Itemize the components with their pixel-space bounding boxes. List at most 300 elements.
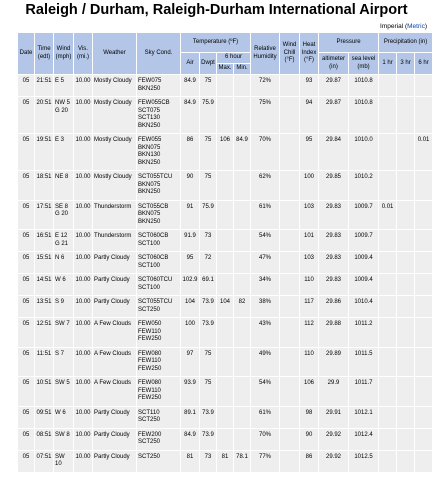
- cell-precip-3hr: [397, 406, 415, 428]
- cell-wind-chill: [280, 274, 300, 296]
- cell-precip-3hr: [397, 428, 415, 450]
- cell-visibility: 10.00: [74, 296, 93, 318]
- cell-sea-level: 1011.2: [349, 318, 379, 348]
- cell-sea-level: 1010.8: [349, 75, 379, 97]
- cell-heat-index: 110: [300, 347, 319, 377]
- cell-weather: Partly Cloudy: [93, 428, 137, 450]
- cell-humidity: 43%: [251, 318, 280, 348]
- cell-dewpoint: 73.9: [200, 406, 217, 428]
- cell-altimeter: 29.83: [319, 230, 349, 252]
- cell-date: 05: [18, 406, 35, 428]
- cell-visibility: 10.00: [74, 450, 93, 472]
- cell-min: [234, 428, 251, 450]
- cell-min: [234, 171, 251, 201]
- cell-weather: Thunderstorm: [93, 200, 137, 230]
- cell-time: 17:51: [35, 200, 54, 230]
- header-heat-index: Heat Index (°F): [300, 33, 319, 75]
- cell-sky: SCT055CB BKN075 BKN250: [137, 200, 181, 230]
- cell-time: 11:51: [35, 347, 54, 377]
- header-precip-1hr: 1 hr: [379, 53, 397, 75]
- cell-precip-3hr: [397, 296, 415, 318]
- header-precipitation: Precipitation (in): [379, 33, 433, 53]
- cell-wind-chill: [280, 296, 300, 318]
- table-row: [18, 171, 433, 201]
- cell-precip-3hr: [397, 75, 415, 97]
- cell-heat-index: 103: [300, 252, 319, 274]
- cell-date: 05: [18, 134, 35, 171]
- cell-wind: SW 5: [54, 377, 74, 407]
- cell-wind-chill: [280, 450, 300, 472]
- cell-precip-3hr: [397, 230, 415, 252]
- cell-precip-1hr: [379, 252, 397, 274]
- cell-sky: SCT060CB SCT100: [137, 252, 181, 274]
- cell-time: 08:51: [35, 428, 54, 450]
- cell-altimeter: 29.87: [319, 97, 349, 134]
- cell-weather: Mostly Cloudy: [93, 134, 137, 171]
- cell-heat-index: 117: [300, 296, 319, 318]
- cell-dewpoint: 73.9: [200, 318, 217, 348]
- cell-time: 21:51: [35, 75, 54, 97]
- cell-humidity: 72%: [251, 75, 280, 97]
- cell-sea-level: 1012.5: [349, 450, 379, 472]
- table-row: [18, 230, 433, 252]
- cell-dewpoint: 75.9: [200, 200, 217, 230]
- cell-max: [217, 406, 234, 428]
- cell-sea-level: 1010.0: [349, 134, 379, 171]
- cell-weather: Mostly Cloudy: [93, 75, 137, 97]
- cell-sea-level: 1011.5: [349, 347, 379, 377]
- cell-min: [234, 200, 251, 230]
- cell-wind: E 5: [54, 75, 74, 97]
- cell-sky: FEW075 BKN250: [137, 75, 181, 97]
- cell-heat-index: 106: [300, 377, 319, 407]
- cell-weather: Partly Cloudy: [93, 406, 137, 428]
- cell-sky: SCT250: [137, 450, 181, 472]
- cell-dewpoint: 73.9: [200, 296, 217, 318]
- cell-max: [217, 428, 234, 450]
- cell-weather: Partly Cloudy: [93, 296, 137, 318]
- cell-sky: SCT060TCU SCT100: [137, 274, 181, 296]
- cell-air: 97: [181, 347, 200, 377]
- cell-date: 05: [18, 428, 35, 450]
- cell-visibility: 10.00: [74, 200, 93, 230]
- cell-air: 104: [181, 296, 200, 318]
- cell-sea-level: 1009.7: [349, 230, 379, 252]
- cell-precip-6hr: [415, 347, 433, 377]
- cell-max: [217, 200, 234, 230]
- cell-sea-level: 1012.1: [349, 406, 379, 428]
- cell-precip-3hr: [397, 171, 415, 201]
- cell-min: [234, 252, 251, 274]
- cell-min: [234, 230, 251, 252]
- cell-visibility: 10.00: [74, 134, 93, 171]
- cell-precip-6hr: [415, 318, 433, 348]
- cell-dewpoint: 75: [200, 134, 217, 171]
- cell-dewpoint: 75: [200, 75, 217, 97]
- header-precip-6hr: 6 hr: [415, 53, 433, 75]
- cell-visibility: 10.00: [74, 97, 93, 134]
- table-row: [18, 450, 433, 472]
- table-row: [18, 200, 433, 230]
- cell-precip-6hr: 0.01: [415, 134, 433, 171]
- cell-wind-chill: [280, 318, 300, 348]
- cell-humidity: 49%: [251, 347, 280, 377]
- cell-heat-index: 93: [300, 75, 319, 97]
- cell-time: 15:51: [35, 252, 54, 274]
- cell-altimeter: 29.92: [319, 450, 349, 472]
- cell-precip-1hr: 0.01: [379, 200, 397, 230]
- table-body: [18, 75, 433, 473]
- cell-precip-1hr: [379, 134, 397, 171]
- header-visibility: Vis. (mi.): [74, 33, 93, 75]
- cell-altimeter: 29.83: [319, 200, 349, 230]
- cell-precip-1hr: [379, 171, 397, 201]
- cell-dewpoint: 69.1: [200, 274, 217, 296]
- cell-air: 89.1: [181, 406, 200, 428]
- cell-weather: A Few Clouds: [93, 377, 137, 407]
- cell-precip-6hr: [415, 406, 433, 428]
- cell-precip-3hr: [397, 134, 415, 171]
- cell-sky: SCT055TCU SCT250: [137, 296, 181, 318]
- cell-time: 14:51: [35, 274, 54, 296]
- cell-wind: E 3: [54, 134, 74, 171]
- cell-weather: Mostly Cloudy: [93, 97, 137, 134]
- cell-min: [234, 377, 251, 407]
- cell-altimeter: 29.85: [319, 171, 349, 201]
- cell-air: 84.9: [181, 428, 200, 450]
- cell-weather: Partly Cloudy: [93, 450, 137, 472]
- cell-date: 05: [18, 347, 35, 377]
- cell-precip-6hr: [415, 450, 433, 472]
- header-precip-3hr: 3 hr: [397, 53, 415, 75]
- cell-humidity: 61%: [251, 200, 280, 230]
- cell-air: 84.9: [181, 75, 200, 97]
- cell-time: 19:51: [35, 134, 54, 171]
- cell-wind: NW 5 G 20: [54, 97, 74, 134]
- cell-air: 100: [181, 318, 200, 348]
- cell-max: [217, 230, 234, 252]
- cell-precip-6hr: [415, 75, 433, 97]
- cell-precip-1hr: [379, 274, 397, 296]
- cell-wind-chill: [280, 377, 300, 407]
- cell-precip-3hr: [397, 97, 415, 134]
- cell-sky: FEW055CB SCT075 SCT130 BKN250: [137, 97, 181, 134]
- cell-sky: FEW080 FEW110 FEW250: [137, 347, 181, 377]
- header-humidity: Relative Humidity: [251, 33, 280, 75]
- cell-precip-6hr: [415, 97, 433, 134]
- cell-time: 10:51: [35, 377, 54, 407]
- cell-heat-index: 112: [300, 318, 319, 348]
- table-row: [18, 252, 433, 274]
- cell-wind-chill: [280, 347, 300, 377]
- cell-min: [234, 97, 251, 134]
- cell-precip-1hr: [379, 230, 397, 252]
- header-time: Time (edt): [35, 33, 54, 75]
- cell-min: 82: [234, 296, 251, 318]
- cell-air: 93.9: [181, 377, 200, 407]
- cell-min: [234, 318, 251, 348]
- cell-precip-6hr: [415, 252, 433, 274]
- cell-dewpoint: 75.9: [200, 97, 217, 134]
- cell-air: 81: [181, 450, 200, 472]
- cell-max: [217, 377, 234, 407]
- cell-humidity: 47%: [251, 252, 280, 274]
- cell-max: 104: [217, 296, 234, 318]
- cell-heat-index: 86: [300, 450, 319, 472]
- cell-sea-level: 1011.7: [349, 377, 379, 407]
- cell-wind: N 6: [54, 252, 74, 274]
- header-six-hour: 6 hour: [217, 53, 251, 64]
- cell-wind-chill: [280, 230, 300, 252]
- cell-humidity: 62%: [251, 171, 280, 201]
- cell-wind-chill: [280, 171, 300, 201]
- cell-precip-1hr: [379, 97, 397, 134]
- table-row: [18, 377, 433, 407]
- header-weather: Weather: [93, 33, 137, 75]
- cell-sky: SCT110 SCT250: [137, 406, 181, 428]
- cell-time: 18:51: [35, 171, 54, 201]
- cell-date: 05: [18, 318, 35, 348]
- cell-time: 13:51: [35, 296, 54, 318]
- header-altimeter: altimeter (in): [319, 53, 349, 75]
- cell-wind-chill: [280, 75, 300, 97]
- table-row: [18, 406, 433, 428]
- cell-wind-chill: [280, 97, 300, 134]
- metric-link[interactable]: Metric: [407, 23, 425, 30]
- cell-precip-3hr: [397, 274, 415, 296]
- cell-visibility: 10.00: [74, 428, 93, 450]
- cell-altimeter: 29.87: [319, 75, 349, 97]
- cell-time: 20:51: [35, 97, 54, 134]
- cell-wind: SW 10: [54, 450, 74, 472]
- cell-max: [217, 252, 234, 274]
- cell-precip-1hr: [379, 450, 397, 472]
- cell-max: [217, 274, 234, 296]
- cell-dewpoint: 75: [200, 377, 217, 407]
- cell-dewpoint: 72: [200, 252, 217, 274]
- cell-wind-chill: [280, 200, 300, 230]
- cell-dewpoint: 75: [200, 347, 217, 377]
- cell-date: 05: [18, 450, 35, 472]
- cell-precip-1hr: [379, 406, 397, 428]
- cell-altimeter: 29.89: [319, 347, 349, 377]
- table-row: [18, 134, 433, 171]
- cell-date: 05: [18, 296, 35, 318]
- cell-humidity: 61%: [251, 406, 280, 428]
- cell-weather: Mostly Cloudy: [93, 171, 137, 201]
- cell-heat-index: 101: [300, 230, 319, 252]
- cell-precip-3hr: [397, 347, 415, 377]
- cell-air: 91: [181, 200, 200, 230]
- cell-max: [217, 171, 234, 201]
- cell-sea-level: 1012.4: [349, 428, 379, 450]
- cell-wind-chill: [280, 406, 300, 428]
- cell-heat-index: 95: [300, 134, 319, 171]
- cell-date: 05: [18, 377, 35, 407]
- cell-max: [217, 75, 234, 97]
- header-sky-condition: Sky Cond.: [137, 33, 181, 75]
- cell-wind-chill: [280, 252, 300, 274]
- table-row: [18, 97, 433, 134]
- cell-sea-level: 1009.4: [349, 252, 379, 274]
- cell-visibility: 10.00: [74, 171, 93, 201]
- cell-visibility: 10.00: [74, 252, 93, 274]
- cell-precip-1hr: [379, 428, 397, 450]
- cell-altimeter: 29.86: [319, 296, 349, 318]
- cell-humidity: 70%: [251, 134, 280, 171]
- header-max: Max.: [217, 64, 234, 75]
- cell-precip-1hr: [379, 296, 397, 318]
- cell-humidity: 38%: [251, 296, 280, 318]
- units-label: Imperial (: [380, 23, 408, 30]
- cell-sea-level: 1009.7: [349, 200, 379, 230]
- cell-altimeter: 29.83: [319, 274, 349, 296]
- cell-wind: NE 8: [54, 171, 74, 201]
- cell-heat-index: 98: [300, 406, 319, 428]
- cell-min: [234, 274, 251, 296]
- header-min: Min.: [234, 64, 251, 75]
- table-row: [18, 347, 433, 377]
- cell-min: [234, 347, 251, 377]
- cell-precip-6hr: [415, 230, 433, 252]
- header-sea-level: sea level (mb): [349, 53, 379, 75]
- cell-visibility: 10.00: [74, 318, 93, 348]
- cell-wind: S 9: [54, 296, 74, 318]
- cell-air: 102.9: [181, 274, 200, 296]
- cell-min: 78.1: [234, 450, 251, 472]
- cell-max: [217, 318, 234, 348]
- cell-time: 07:51: [35, 450, 54, 472]
- cell-precip-6hr: [415, 428, 433, 450]
- cell-date: 05: [18, 274, 35, 296]
- cell-wind: SW 8: [54, 428, 74, 450]
- cell-date: 05: [18, 171, 35, 201]
- cell-heat-index: 90: [300, 428, 319, 450]
- page-title: Raleigh / Durham, Raleigh-Durham International Airport: [25, 2, 408, 18]
- cell-humidity: 75%: [251, 97, 280, 134]
- cell-sky: FEW050 FEW110 FEW250: [137, 318, 181, 348]
- cell-wind: SW 7: [54, 318, 74, 348]
- table-row: [18, 274, 433, 296]
- cell-precip-3hr: [397, 318, 415, 348]
- table-row: [18, 75, 433, 97]
- cell-altimeter: 29.84: [319, 134, 349, 171]
- cell-air: 95: [181, 252, 200, 274]
- cell-dewpoint: 73: [200, 230, 217, 252]
- header-wind: Wind (mph): [54, 33, 74, 75]
- cell-weather: Partly Cloudy: [93, 274, 137, 296]
- cell-date: 05: [18, 97, 35, 134]
- header-temperature: Temperature (ºF): [181, 33, 251, 53]
- cell-heat-index: 110: [300, 274, 319, 296]
- cell-sea-level: 1010.2: [349, 171, 379, 201]
- table-row: [18, 428, 433, 450]
- cell-wind: W 6: [54, 406, 74, 428]
- cell-precip-1hr: [379, 347, 397, 377]
- cell-humidity: 54%: [251, 377, 280, 407]
- cell-time: 09:51: [35, 406, 54, 428]
- observations-table: [17, 32, 433, 473]
- cell-altimeter: 29.91: [319, 406, 349, 428]
- cell-wind: E 12 G 21: [54, 230, 74, 252]
- cell-precip-6hr: [415, 296, 433, 318]
- cell-date: 05: [18, 200, 35, 230]
- cell-sky: SCT060CB SCT100: [137, 230, 181, 252]
- cell-visibility: 10.00: [74, 406, 93, 428]
- cell-sky: FEW200 SCT250: [137, 428, 181, 450]
- cell-precip-3hr: [397, 252, 415, 274]
- cell-weather: A Few Clouds: [93, 347, 137, 377]
- cell-precip-6hr: [415, 171, 433, 201]
- cell-date: 05: [18, 252, 35, 274]
- cell-altimeter: 29.9: [319, 377, 349, 407]
- cell-humidity: 77%: [251, 450, 280, 472]
- cell-air: 84.9: [181, 97, 200, 134]
- header-pressure: Pressure: [319, 33, 379, 53]
- cell-air: 90: [181, 171, 200, 201]
- cell-heat-index: 94: [300, 97, 319, 134]
- header-date: Date: [18, 33, 35, 75]
- cell-max: [217, 347, 234, 377]
- cell-wind-chill: [280, 428, 300, 450]
- cell-date: 05: [18, 230, 35, 252]
- table-row: [18, 296, 433, 318]
- cell-sky: FEW055 BKN075 BKN130 BKN250: [137, 134, 181, 171]
- cell-precip-6hr: [415, 200, 433, 230]
- cell-air: 91.9: [181, 230, 200, 252]
- header-dewpoint: Dwpt: [200, 53, 217, 75]
- cell-sea-level: 1009.4: [349, 274, 379, 296]
- cell-dewpoint: 73.9: [200, 428, 217, 450]
- cell-sea-level: 1010.8: [349, 97, 379, 134]
- cell-max: 106: [217, 134, 234, 171]
- cell-time: 12:51: [35, 318, 54, 348]
- cell-humidity: 70%: [251, 428, 280, 450]
- cell-dewpoint: 75: [200, 171, 217, 201]
- cell-wind: W 6: [54, 274, 74, 296]
- cell-heat-index: 103: [300, 200, 319, 230]
- cell-precip-1hr: [379, 75, 397, 97]
- cell-min: [234, 75, 251, 97]
- cell-sky: FEW080 FEW110 FEW250: [137, 377, 181, 407]
- cell-altimeter: 29.88: [319, 318, 349, 348]
- cell-weather: A Few Clouds: [93, 318, 137, 348]
- cell-sea-level: 1010.4: [349, 296, 379, 318]
- cell-wind: SE 8 G 20: [54, 200, 74, 230]
- cell-precip-1hr: [379, 318, 397, 348]
- cell-precip-6hr: [415, 377, 433, 407]
- cell-weather: Thunderstorm: [93, 230, 137, 252]
- cell-max: 81: [217, 450, 234, 472]
- cell-time: 16:51: [35, 230, 54, 252]
- table-row: [18, 318, 433, 348]
- cell-min: [234, 406, 251, 428]
- cell-dewpoint: 73: [200, 450, 217, 472]
- cell-wind-chill: [280, 134, 300, 171]
- cell-visibility: 10.00: [74, 230, 93, 252]
- cell-weather: Partly Cloudy: [93, 252, 137, 274]
- cell-precip-1hr: [379, 377, 397, 407]
- cell-precip-3hr: [397, 377, 415, 407]
- cell-min: 84.9: [234, 134, 251, 171]
- cell-wind: S 7: [54, 347, 74, 377]
- cell-precip-3hr: [397, 450, 415, 472]
- cell-heat-index: 100: [300, 171, 319, 201]
- cell-visibility: 10.00: [74, 274, 93, 296]
- cell-date: 05: [18, 75, 35, 97]
- cell-precip-6hr: [415, 274, 433, 296]
- cell-max: [217, 97, 234, 134]
